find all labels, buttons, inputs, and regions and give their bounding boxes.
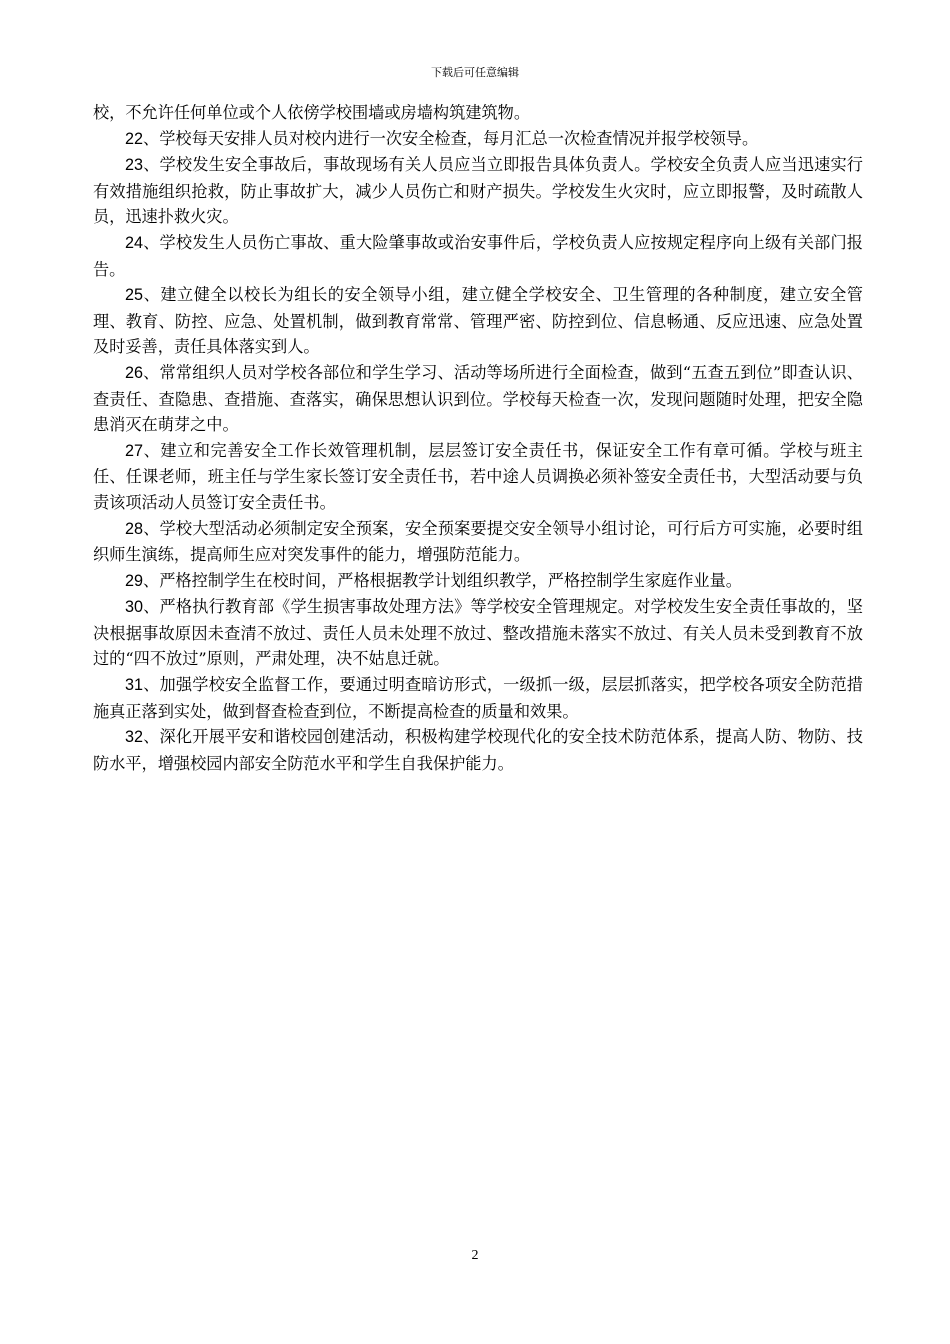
paragraph-text: 校，不允许任何单位或个人依傍学校围墙或房墙构筑建筑物。 (93, 103, 531, 122)
paragraph-continued (93, 100, 863, 126)
paragraph-31 (93, 672, 863, 724)
paragraph-number: 27 (125, 441, 144, 460)
paragraph-text: 、建立和完善安全工作长效管理机制，层层签订安全责任书，保证安全工作有章可循。学校与班主任、任课老师，班主任与学生家长签订安全责任书，若中途人员调换必须补签安全责任书，大型活动要与负责该项活动人员签订安全责任书。 (93, 440, 863, 512)
paragraph-text: 、学校每天安排人员对校内进行一次安全检查，每月汇总一次检查情况并报学校领导。 (143, 128, 759, 148)
paragraph-27 (93, 438, 863, 516)
paragraph-24 (93, 230, 863, 282)
paragraph-number: 31 (125, 676, 144, 695)
paragraph-text: 、建立健全以校长为组长的安全领导小组，建立健全学校安全、卫生管理的各种制度，建立安全管理、教育、防控、应急、处置机制，做到教育常常、管理严密、防控到位、信息畅通、反应迅速、应急处置及时妥善，责任具体落实到人。 (93, 285, 863, 357)
paragraph-text: 、学校发生人员伤亡事故、重大险肇事故或治安事件后，学校负责人应按规定程序向上级有关部门报告。 (93, 232, 863, 279)
paragraph-number: 25 (125, 286, 144, 305)
paragraph-number: 22 (125, 129, 144, 148)
paragraph-text: 、严格执行教育部《学生损害事故处理方法》等学校安全管理规定。对学校发生安全责任事故的，坚决根据事故原因未查清不放过、责任人员未处理不放过、整改措施未落实不放过、有关人员未受到教育不放过的“四不放过”原则，严肃处理，决不姑息迁就。 (93, 597, 863, 669)
paragraph-text: 、常常组织人员对学校各部位和学生学习、活动等场所进行全面检查，做到“五查五到位”即查认识、查责任、查隐患、查措施、查落实，确保思想认识到位。学校每天检查一次，发现问题随时处理，把安全隐患消灭在萌芽之中。 (93, 362, 863, 435)
page-header: 下载后可任意编辑 (431, 66, 519, 79)
paragraph-text: 、严格控制学生在校时间，严格根据教学计划组织教学，严格控制学生家庭作业量。 (143, 570, 742, 590)
paragraph-30 (93, 594, 863, 672)
paragraph-number: 32 (125, 728, 144, 747)
paragraph-number: 28 (125, 519, 144, 538)
paragraph-number: 23 (125, 156, 144, 175)
paragraph-text: 、深化开展平安和谐校园创建活动，积极构建学校现代化的安全技术防范体系，提高人防、物防、技防水平，增强校园内部安全防范水平和学生自我保护能力。 (93, 727, 863, 773)
paragraph-25 (93, 282, 863, 360)
paragraph-number: 24 (125, 233, 144, 252)
paragraph-number: 26 (125, 363, 144, 382)
paragraph-text: 、学校发生安全事故后，事故现场有关人员应当立即报告具体负责人。学校安全负责人应当迅速实行有效措施组织抢救，防止事故扩大，减少人员伤亡和财产损失。学校发生火灾时，应立即报警，及时疏散人员，迅速扑救火灾。 (93, 155, 863, 227)
paragraph-22 (93, 126, 863, 153)
paragraph-29 (93, 568, 863, 595)
paragraph-26 (93, 360, 863, 438)
page-number: 2 (471, 1248, 479, 1263)
paragraph-28 (93, 516, 863, 568)
paragraph-number: 29 (125, 571, 144, 590)
document-body (93, 100, 863, 776)
paragraph-text: 、加强学校安全监督工作，要通过明查暗访形式，一级抓一级，层层抓落实，把学校各项安全防范措施真正落到实处，做到督查检查到位，不断提高检查的质量和效果。 (93, 675, 863, 721)
paragraph-32 (93, 724, 863, 776)
paragraph-number: 30 (125, 598, 144, 617)
paragraph-text: 、学校大型活动必须制定安全预案，安全预案要提交安全领导小组讨论，可行后方可实施，必要时组织师生演练，提高师生应对突发事件的能力，增强防范能力。 (93, 518, 863, 565)
paragraph-23 (93, 152, 863, 230)
